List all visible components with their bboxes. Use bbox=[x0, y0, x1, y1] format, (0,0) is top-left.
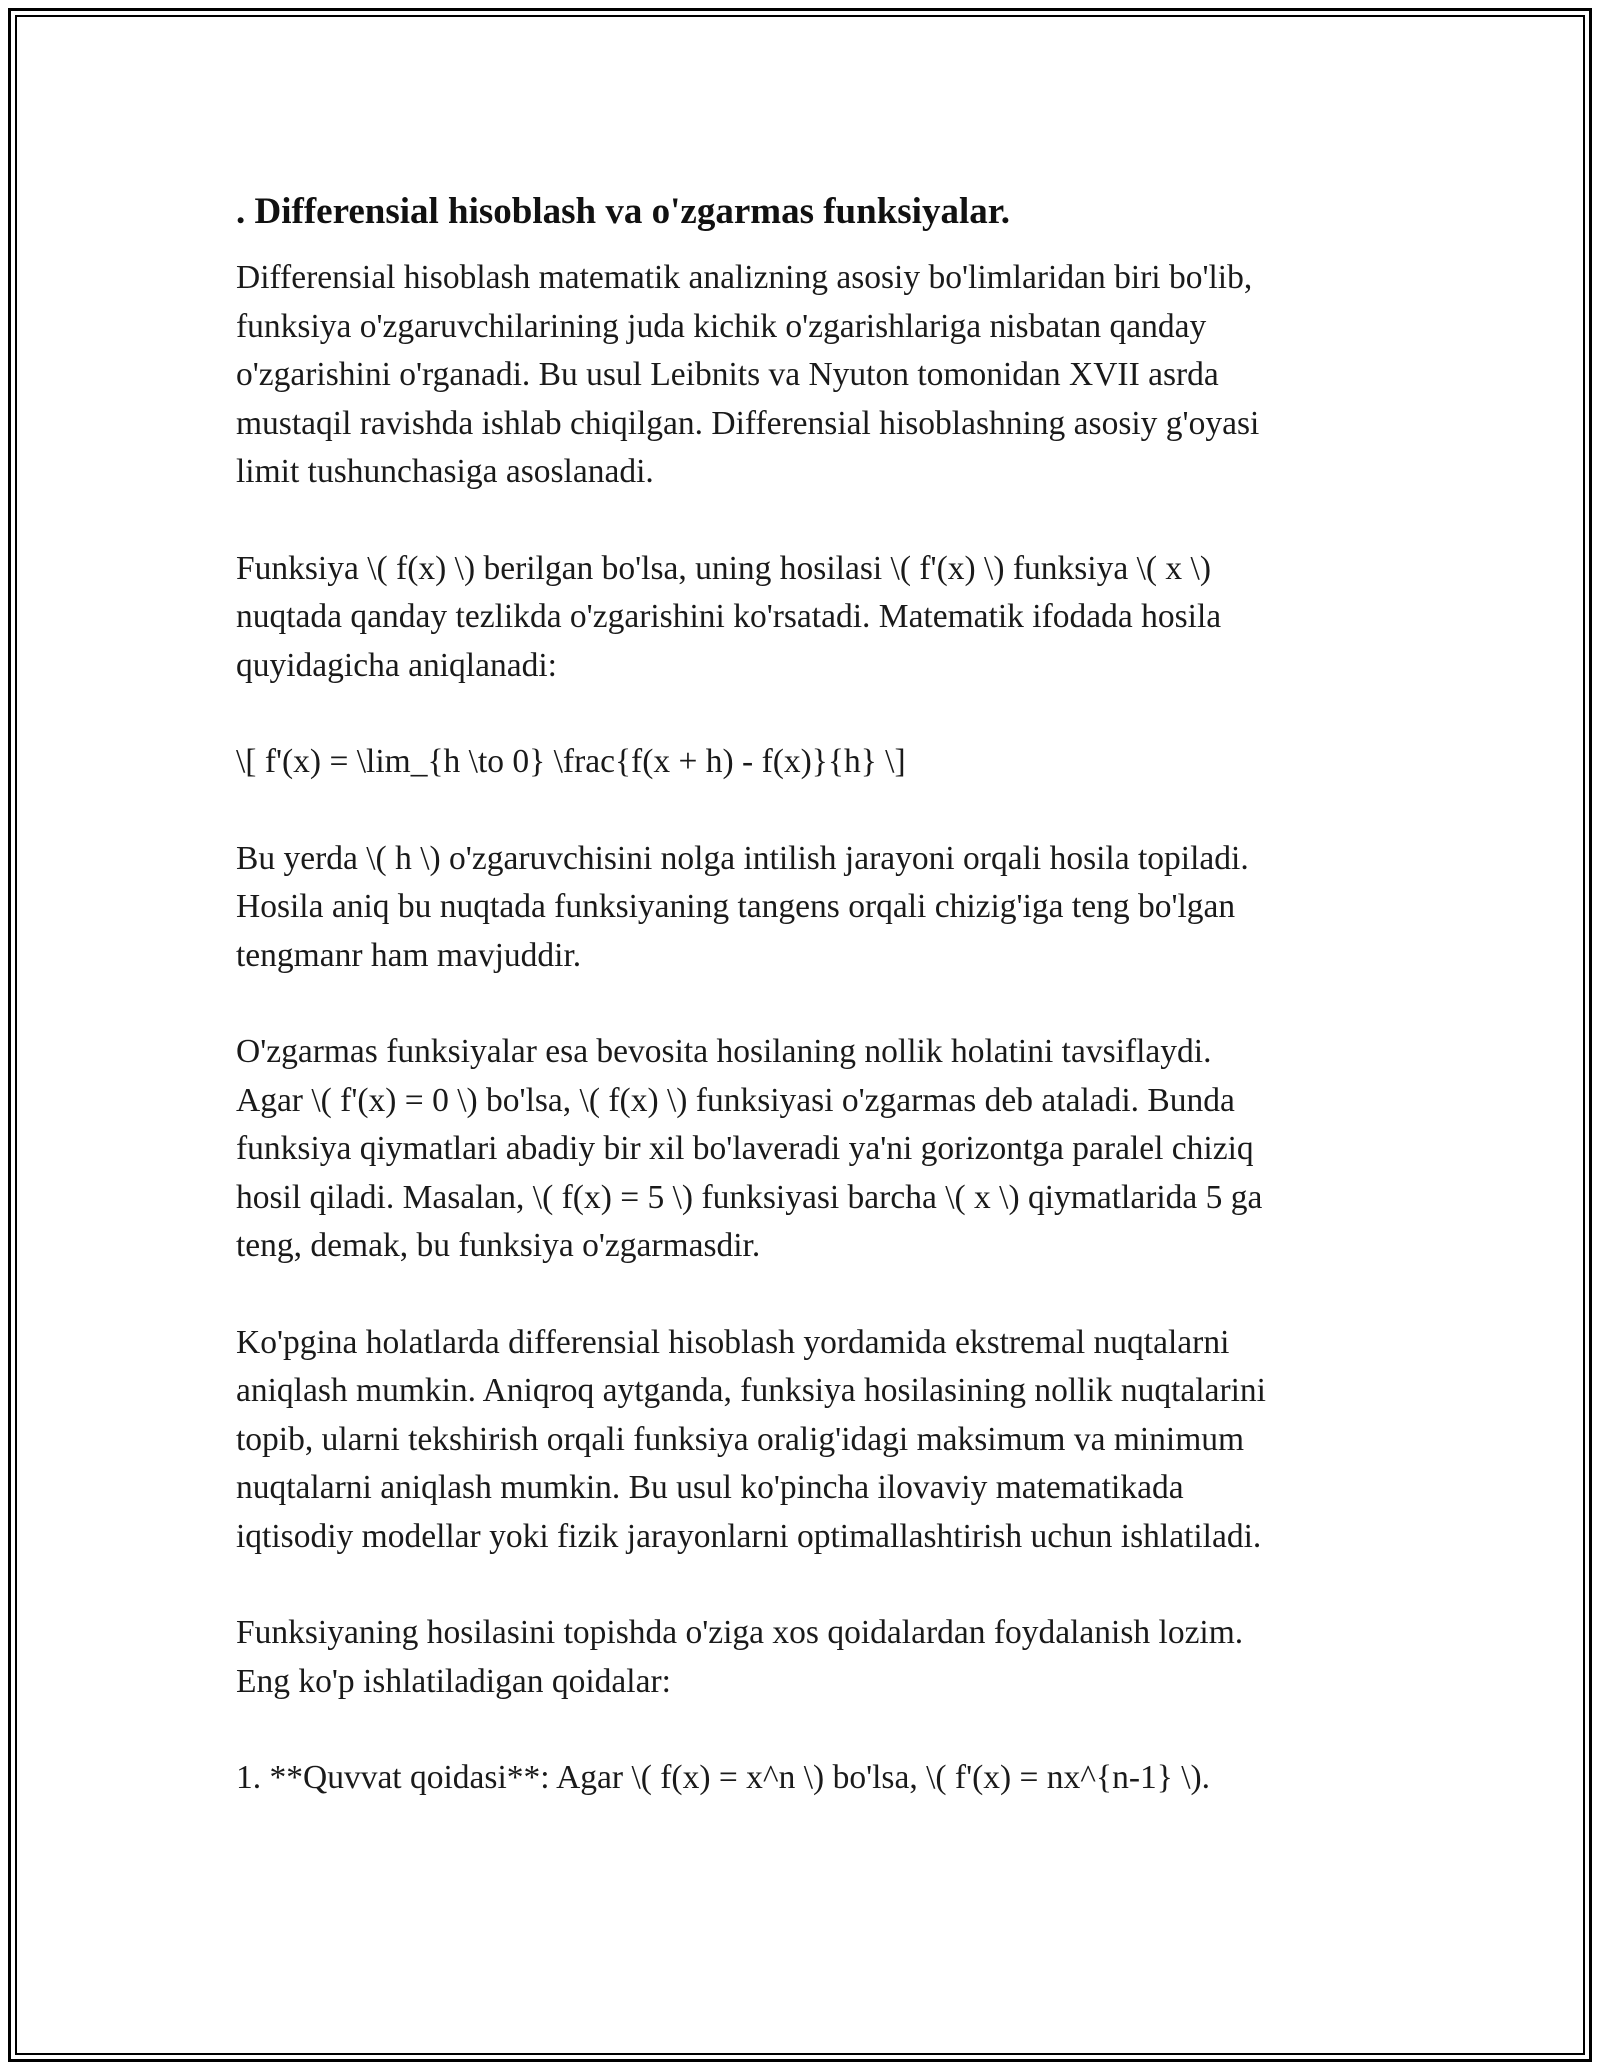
list-item-power-rule: 1. **Quvvat qoidasi**: Agar \( f(x) = x^n \) bo'lsa, \( f'(x) = nx^{n-1} \). bbox=[236, 1759, 1211, 1796]
paragraph-extremum: Ko'pgina holatlarda differensial hisoblash yordamida ekstremal nuqtalarni aniqlash mumkin. Aniqroq aytganda, funksiya hosilasining nollik nuqtalarini topib, ularni tekshirish orqali funksiya oralig'idagi maksimum va minimum nuqtalarni aniqlash mumkin. Bu usul ko'pincha ilovaviy matematikada iqtisodiy modellar yoki fizik jarayonlarni optimallashtirish uchun ishlatiladi. bbox=[236, 1323, 1266, 1555]
formula-limit-definition: \[ f'(x) = \lim_{h \to 0} \frac{f(x + h) - f(x)}{h} \] bbox=[236, 743, 906, 780]
paragraph-rules-intro: Funksiyaning hosilasini topishda o'ziga xos qoidalardan foydalanish lozim. Eng ko'p ishlatiladigan qoidalar: bbox=[236, 1614, 1244, 1700]
paragraph-constant-functions: O'zgarmas funksiyalar esa bevosita hosilaning nollik holatini tavsiflaydi. Agar \( f'(x) = 0 \) bo'lsa, \( f(x) \) funksiyasi o'zgarmas deb ataladi. Bunda funksiya qiymatlari abadiy bir xil bo'laveradi ya'ni gorizontga paralel chiziq hosil qiladi. Masalan, \( f(x) = 5 \) funksiyasi barcha \( x \) qiymatlarida 5 ga teng, demak, bu funksiya o'zgarmasdir. bbox=[236, 1033, 1263, 1264]
paragraph-h-explanation: Bu yerda \( h \) o'zgaruvchisini nolga intilish jarayoni orqali hosila topiladi. Hosila aniq bu nuqtada funksiyaning tangens orqali chizig'iga teng bo'lgan tengmanr ham mavjuddir. bbox=[236, 839, 1249, 974]
paragraph-intro: Differensial hisoblash matematik analizning asosiy bo'limlaridan biri bo'lib, funksiya o'zgaruvchilarining juda kichik o'zgarishlariga nisbatan qanday o'zgarishini o'rganadi. Bu usul Leibnits va Nyuton tomonidan XVII asrda mustaqil ravishda ishlab chiqilgan. Differensial hisoblashning asosiy g'oyasi limit tushunchasiga asoslanadi. bbox=[236, 259, 1260, 490]
document-title: . Differensial hisoblash va o'zgarmas funksiyalar. bbox=[236, 191, 1011, 232]
document-body bbox=[236, 188, 1386, 1851]
paragraph-derivative-definition: Funksiya \( f(x) \) berilgan bo'lsa, uning hosilasi \( f'(x) \) funksiya \( x \) nuqtada qanday tezlikda o'zgarishini ko'rsatadi. Matematik ifodada hosila quyidagicha aniqlanadi: bbox=[236, 549, 1222, 684]
